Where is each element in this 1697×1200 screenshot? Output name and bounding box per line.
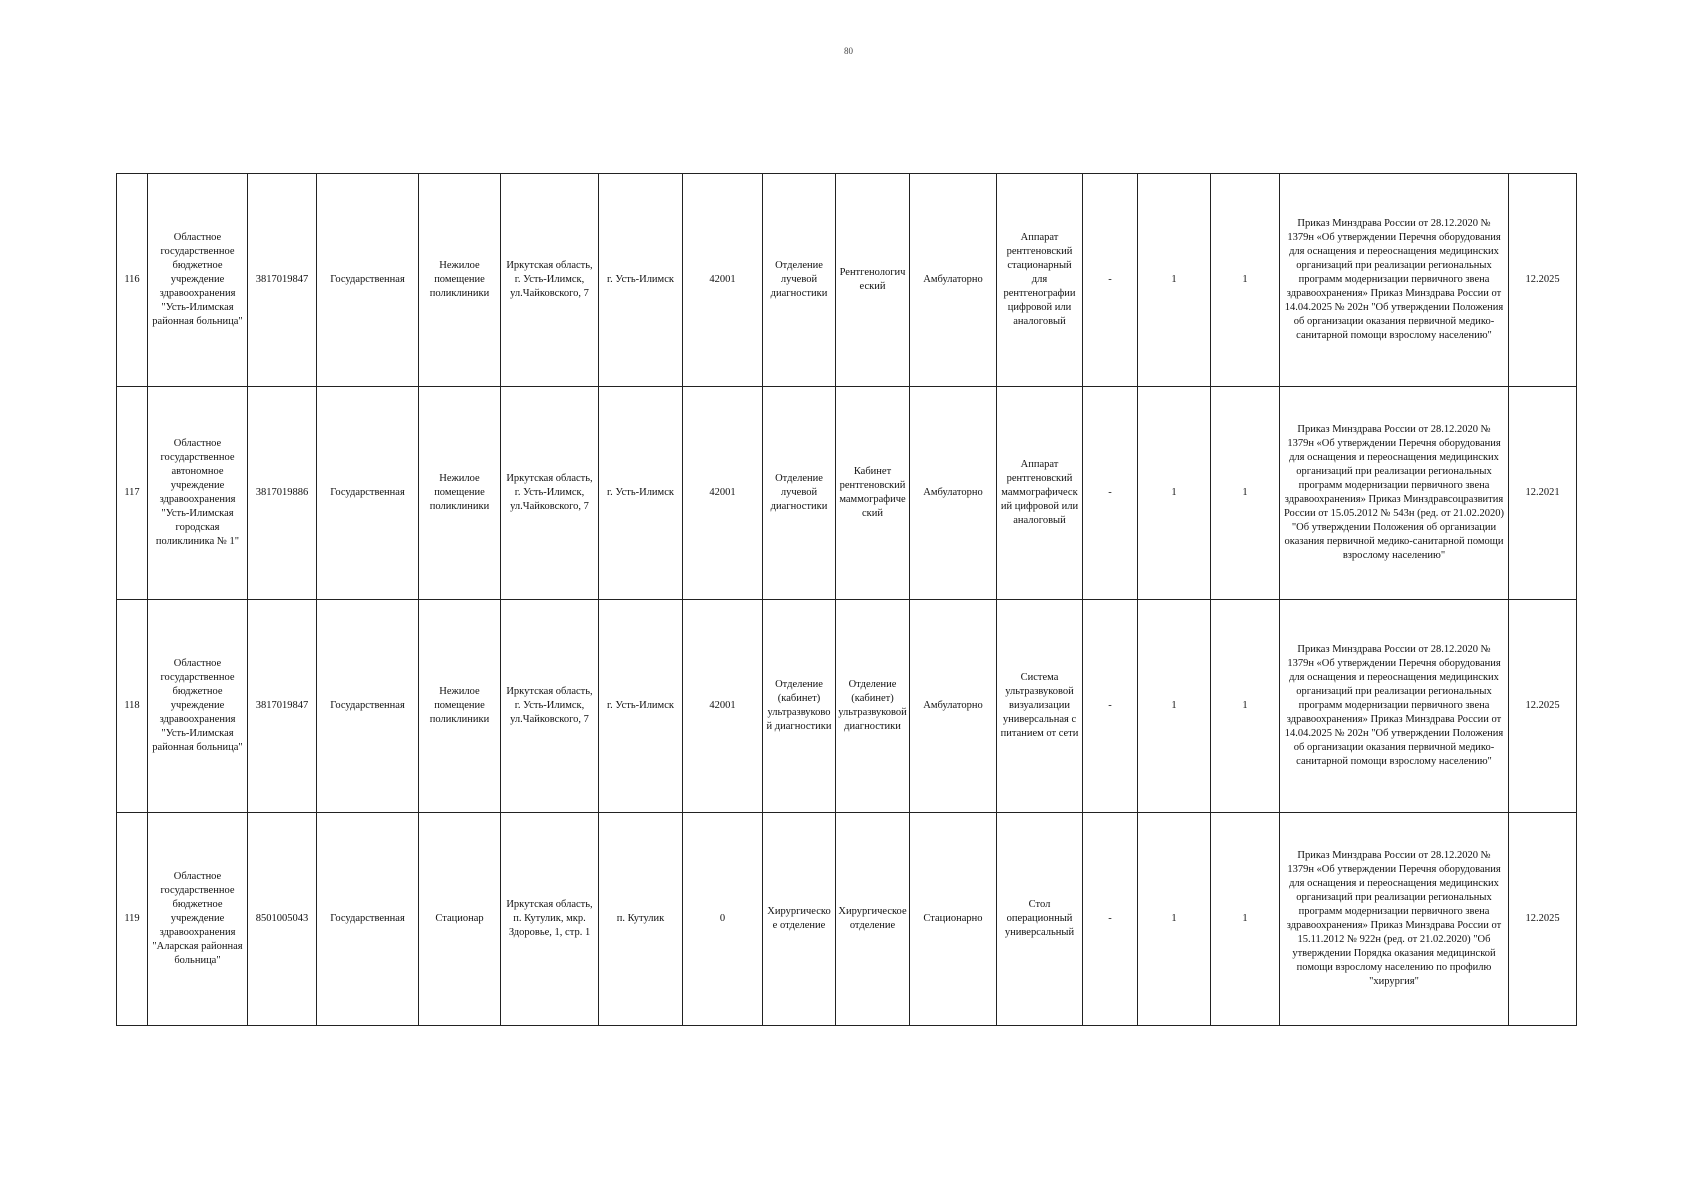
cell-care-form: Амбулаторно [910,600,997,813]
cell-required: 1 [1138,174,1211,387]
cell-department: Отделение (кабинет) ультразвуковой диагностики [763,600,836,813]
table-row [117,387,1577,600]
cell-basis: Приказ Минздрава России от 28.12.2020 № 1379н «Об утверждении Перечня оборудования для оснащения и переоснащения медицинских организаций при реализации региональных программ модернизации первичного звена здравоохранения» Приказ Минздравсоцразвития России от 15.05.2012 № 543н (ред. от 21.02.2020) "Об утверждении Положения об организации оказания первичной медико-санитарной помощи взрослому населению" [1280,387,1509,600]
table-row [117,600,1577,813]
cell-equipment: Аппарат рентгеновский стационарный для рентгенографии цифровой или аналоговый [997,174,1083,387]
cell-organization: Областное государственное бюджетное учреждение здравоохранения "Усть-Илимская районная больница" [148,174,248,387]
page-number: 80 [844,46,853,56]
cell-address: Иркутская область, г. Усть-Илимск, ул.Чайковского, 7 [501,387,599,600]
cell-required: 1 [1138,387,1211,600]
cell-planned: 1 [1211,174,1280,387]
cell-equipment: Система ультразвуковой визуализации универсальная с питанием от сети [997,600,1083,813]
cell-department: Хирургическое отделение [763,813,836,1026]
cell-code: 0 [683,813,763,1026]
cell-available: - [1083,174,1138,387]
cell-inn: 3817019847 [248,174,317,387]
cell-required: 1 [1138,600,1211,813]
cell-available: - [1083,387,1138,600]
cell-basis: Приказ Минздрава России от 28.12.2020 № 1379н «Об утверждении Перечня оборудования для оснащения и переоснащения медицинских организаций при реализации региональных программ модернизации первичного звена здравоохранения» Приказ Минздрава России от 15.11.2012 № 922н (ред. от 21.02.2020) "Об утверждении Порядка оказания медицинской помощи взрослому населению по профилю "хирургия" [1280,813,1509,1026]
cell-ownership: Государственная [317,813,419,1026]
cell-code: 42001 [683,387,763,600]
cell-equipment: Аппарат рентгеновский маммографический цифровой или аналоговый [997,387,1083,600]
cell-department: Отделение лучевой диагностики [763,387,836,600]
cell-premises: Нежилое помещение поликлиники [419,174,501,387]
cell-premises: Нежилое помещение поликлиники [419,387,501,600]
cell-available: - [1083,813,1138,1026]
cell-address: Иркутская область, г. Усть-Илимск, ул.Чайковского, 7 [501,600,599,813]
cell-date: 12.2021 [1509,387,1577,600]
cell-ownership: Государственная [317,387,419,600]
cell-ownership: Государственная [317,174,419,387]
cell-planned: 1 [1211,813,1280,1026]
cell-available: - [1083,600,1138,813]
cell-organization: Областное государственное бюджетное учреждение здравоохранения "Аларская районная больница" [148,813,248,1026]
cell-organization: Областное государственное бюджетное учреждение здравоохранения "Усть-Илимская районная больница" [148,600,248,813]
cell-department: Отделение лучевой диагностики [763,174,836,387]
cell-index: 119 [117,813,148,1026]
cell-index: 118 [117,600,148,813]
cell-locality: г. Усть-Илимск [599,174,683,387]
cell-ownership: Государственная [317,600,419,813]
cell-date: 12.2025 [1509,813,1577,1026]
table-row [117,813,1577,1026]
cell-code: 42001 [683,174,763,387]
cell-premises: Стационар [419,813,501,1026]
cell-care-form: Амбулаторно [910,387,997,600]
cell-date: 12.2025 [1509,600,1577,813]
cell-inn: 8501005043 [248,813,317,1026]
cell-premises: Нежилое помещение поликлиники [419,600,501,813]
cell-index: 117 [117,387,148,600]
cell-unit: Рентгенологический [836,174,910,387]
cell-care-form: Амбулаторно [910,174,997,387]
cell-inn: 3817019847 [248,600,317,813]
cell-required: 1 [1138,813,1211,1026]
cell-locality: п. Кутулик [599,813,683,1026]
cell-date: 12.2025 [1509,174,1577,387]
cell-unit: Хирургическое отделение [836,813,910,1026]
cell-unit: Кабинет рентгеновский маммографический [836,387,910,600]
table-row [117,174,1577,387]
cell-unit: Отделение (кабинет) ультразвуковой диагностики [836,600,910,813]
cell-planned: 1 [1211,387,1280,600]
cell-organization: Областное государственное автономное учреждение здравоохранения "Усть-Илимская городская поликлиника № 1" [148,387,248,600]
cell-index: 116 [117,174,148,387]
cell-care-form: Стационарно [910,813,997,1026]
cell-basis: Приказ Минздрава России от 28.12.2020 № 1379н «Об утверждении Перечня оборудования для оснащения и переоснащения медицинских организаций при реализации региональных программ модернизации первичного звена здравоохранения» Приказ Минздрава России от 14.04.2025 № 202н "Об утверждении Положения об организации оказания первичной медико-санитарной помощи взрослому населению" [1280,600,1509,813]
cell-planned: 1 [1211,600,1280,813]
cell-equipment: Стол операционный универсальный [997,813,1083,1026]
cell-inn: 3817019886 [248,387,317,600]
cell-locality: г. Усть-Илимск [599,600,683,813]
cell-address: Иркутская область, г. Усть-Илимск, ул.Чайковского, 7 [501,174,599,387]
cell-code: 42001 [683,600,763,813]
cell-address: Иркутская область, п. Кутулик, мкр. Здоровье, 1, стр. 1 [501,813,599,1026]
cell-basis: Приказ Минздрава России от 28.12.2020 № 1379н «Об утверждении Перечня оборудования для оснащения и переоснащения медицинских организаций при реализации региональных программ модернизации первичного звена здравоохранения» Приказ Минздрава России от 14.04.2025 № 202н "Об утверждении Положения об организации оказания первичной медико-санитарной помощи взрослому населению" [1280,174,1509,387]
cell-locality: г. Усть-Илимск [599,387,683,600]
equipment-table [116,173,1577,1026]
